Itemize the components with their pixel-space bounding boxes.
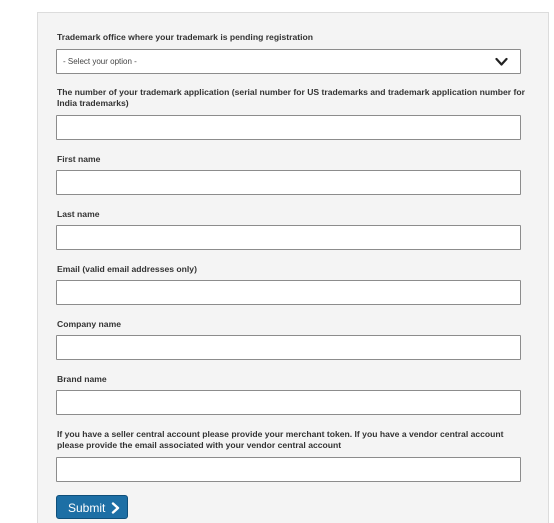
brand-name-input[interactable] (56, 390, 521, 415)
brand-name-label: Brand name (57, 374, 107, 384)
email-label: Email (valid email addresses only) (57, 264, 197, 274)
merchant-token-input[interactable] (56, 457, 521, 482)
chevron-down-icon (495, 56, 508, 68)
application-number-input[interactable] (56, 115, 521, 140)
application-number-label: The number of your trademark application (serial number for US trademarks and trademark application number for India trademarks) (57, 87, 525, 108)
email-input[interactable] (56, 280, 521, 305)
last-name-input[interactable] (56, 225, 521, 250)
merchant-token-label: If you have a seller central account please provide your merchant token. If you have a vendor central account please provide the email associated with your vendor central account (57, 429, 504, 450)
submit-button-label: Submit (68, 501, 106, 515)
trademark-office-select[interactable] (56, 49, 521, 74)
submit-button[interactable] (56, 495, 128, 519)
company-name-label: Company name (57, 319, 121, 329)
trademark-office-selected-value: - Select your option - (63, 57, 137, 66)
company-name-input[interactable] (56, 335, 521, 360)
trademark-office-label: Trademark office where your trademark is pending registration (57, 32, 313, 42)
first-name-input[interactable] (56, 170, 521, 195)
last-name-label: Last name (57, 209, 100, 219)
chevron-right-icon (111, 502, 120, 514)
first-name-label: First name (57, 154, 101, 164)
